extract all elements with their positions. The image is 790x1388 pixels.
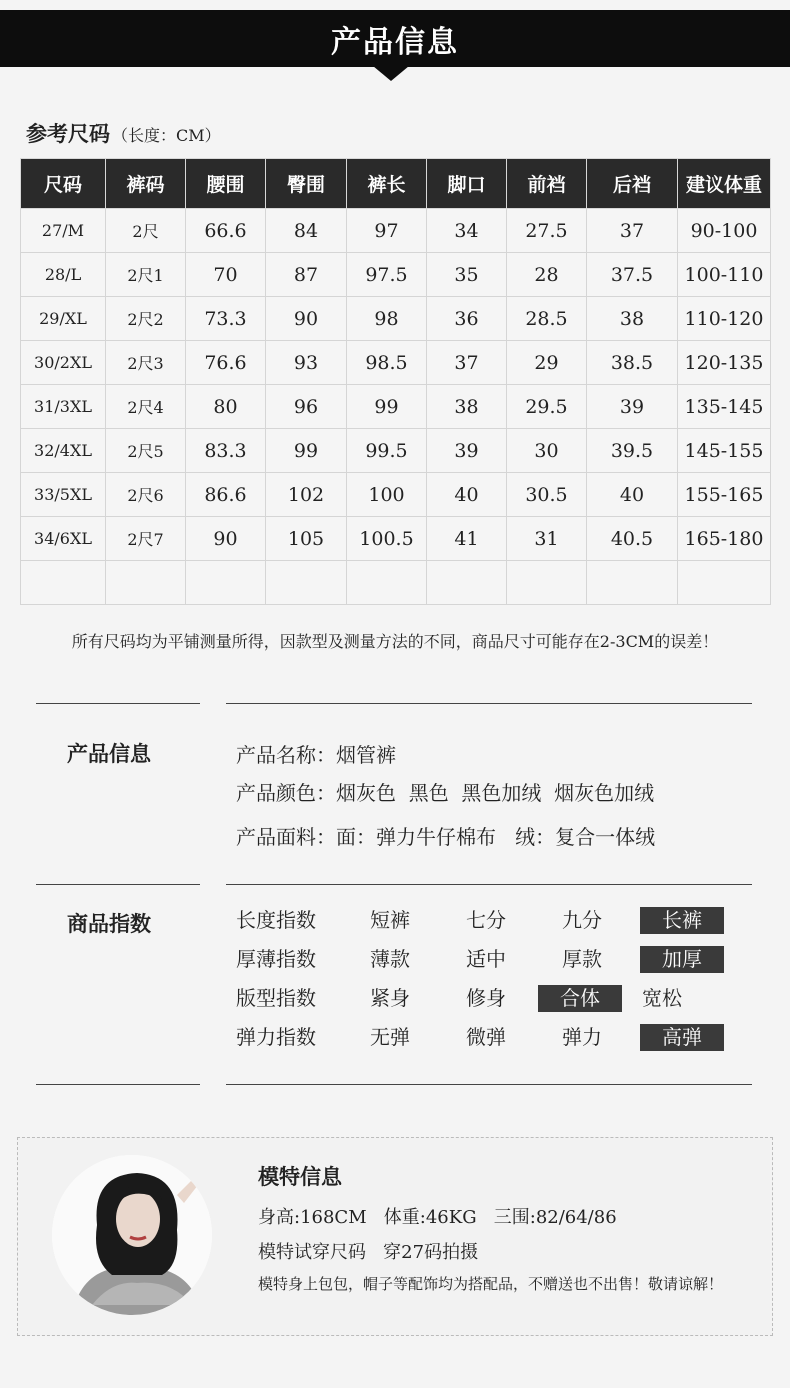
table-cell: 70 — [186, 253, 266, 297]
table-cell: 100.5 — [347, 517, 427, 561]
table-cell: 145-155 — [678, 429, 771, 473]
model-note: 模特身上包包，帽子等配饰均为搭配品，不赠送也不出售！敬请谅解！ — [258, 1275, 724, 1293]
table-cell: 39 — [587, 385, 678, 429]
table-cell: 30 — [507, 429, 587, 473]
table-cell — [427, 561, 507, 605]
table-row — [21, 473, 771, 517]
table-cell: 100 — [347, 473, 427, 517]
index-option: 长裤 — [640, 907, 724, 934]
index-option: 加厚 — [640, 946, 724, 973]
table-cell: 98.5 — [347, 341, 427, 385]
table-row — [21, 429, 771, 473]
table-cell: 36 — [427, 297, 507, 341]
size-table-header-cell: 后裆 — [587, 159, 678, 209]
table-cell: 99.5 — [347, 429, 427, 473]
table-cell: 37.5 — [587, 253, 678, 297]
table-cell: 30/2XL — [21, 341, 106, 385]
index-option: 九分 — [562, 908, 602, 932]
table-cell: 135-145 — [678, 385, 771, 429]
table-cell: 41 — [427, 517, 507, 561]
table-cell — [266, 561, 347, 605]
table-cell: 29.5 — [507, 385, 587, 429]
index-row-label: 版型指数 — [236, 986, 316, 1010]
index-option: 微弹 — [466, 1025, 506, 1049]
table-cell: 105 — [266, 517, 347, 561]
header-notch — [373, 66, 409, 81]
table-cell: 120-135 — [678, 341, 771, 385]
table-cell: 2尺7 — [106, 517, 186, 561]
index-row-label: 长度指数 — [236, 908, 316, 932]
index-option: 短裤 — [370, 908, 410, 932]
size-table-header-cell: 建议体重 — [678, 159, 771, 209]
size-table-body — [21, 209, 771, 605]
table-cell: 40 — [427, 473, 507, 517]
size-section-title: 参考尺码 — [26, 121, 110, 146]
table-row — [21, 253, 771, 297]
table-cell: 28/L — [21, 253, 106, 297]
index-option: 适中 — [466, 947, 506, 971]
divider — [36, 703, 200, 704]
size-table-header-cell: 裤长 — [347, 159, 427, 209]
size-table-header-cell: 腰围 — [186, 159, 266, 209]
table-row — [21, 297, 771, 341]
table-cell: 165-180 — [678, 517, 771, 561]
table-cell: 27.5 — [507, 209, 587, 253]
table-cell: 31 — [507, 517, 587, 561]
table-cell: 29/XL — [21, 297, 106, 341]
model-avatar — [52, 1155, 212, 1315]
product-info-title: 产品信息 — [67, 741, 151, 766]
header-title: 产品信息 — [331, 24, 459, 60]
index-row-label: 厚薄指数 — [236, 947, 316, 971]
measurement-note: 所有尺码均为平铺测量所得，因款型及测量方法的不同，商品尺寸可能存在2-3CM的误差！ — [71, 632, 719, 651]
table-row — [21, 561, 771, 605]
index-option: 高弹 — [640, 1024, 724, 1051]
product-fabric: 产品面料：面：弹力牛仔棉布 绒：复合一体绒 — [236, 825, 656, 849]
table-cell — [186, 561, 266, 605]
table-cell: 28.5 — [507, 297, 587, 341]
divider — [226, 1084, 752, 1085]
table-cell — [507, 561, 587, 605]
size-table-header-cell: 臀围 — [266, 159, 347, 209]
table-cell: 84 — [266, 209, 347, 253]
table-cell: 27/M — [21, 209, 106, 253]
table-cell: 155-165 — [678, 473, 771, 517]
divider — [36, 884, 200, 885]
size-table — [20, 158, 771, 605]
header-bar — [0, 10, 790, 67]
table-cell: 2尺6 — [106, 473, 186, 517]
table-cell: 34/6XL — [21, 517, 106, 561]
table-cell: 40.5 — [587, 517, 678, 561]
size-table-header-cell: 前裆 — [507, 159, 587, 209]
table-cell: 39.5 — [587, 429, 678, 473]
table-cell: 90 — [266, 297, 347, 341]
table-row — [21, 341, 771, 385]
divider — [36, 1084, 200, 1085]
table-cell: 37 — [587, 209, 678, 253]
table-cell: 90 — [186, 517, 266, 561]
table-row — [21, 517, 771, 561]
table-cell: 76.6 — [186, 341, 266, 385]
index-section-title: 商品指数 — [67, 911, 151, 936]
index-option: 合体 — [538, 985, 622, 1012]
table-cell: 30.5 — [507, 473, 587, 517]
size-unit-note: （长度：CM） — [112, 126, 221, 145]
index-option: 薄款 — [370, 947, 410, 971]
table-cell: 2尺1 — [106, 253, 186, 297]
table-cell: 99 — [266, 429, 347, 473]
table-cell: 40 — [587, 473, 678, 517]
table-cell — [21, 561, 106, 605]
table-cell: 33/5XL — [21, 473, 106, 517]
divider — [226, 703, 752, 704]
product-name: 产品名称：烟管裤 — [236, 743, 396, 767]
index-option: 宽松 — [642, 986, 682, 1010]
table-cell: 2尺5 — [106, 429, 186, 473]
table-row — [21, 385, 771, 429]
table-cell: 80 — [186, 385, 266, 429]
index-row-label: 弹力指数 — [236, 1025, 316, 1049]
table-cell: 28 — [507, 253, 587, 297]
table-cell: 99 — [347, 385, 427, 429]
table-cell: 87 — [266, 253, 347, 297]
size-table-header-cell: 脚口 — [427, 159, 507, 209]
table-cell: 83.3 — [186, 429, 266, 473]
table-cell: 102 — [266, 473, 347, 517]
size-table-header-cell: 尺码 — [21, 159, 106, 209]
index-option: 七分 — [466, 908, 506, 932]
size-section-heading — [26, 118, 221, 148]
table-cell: 97.5 — [347, 253, 427, 297]
table-cell: 97 — [347, 209, 427, 253]
divider — [226, 884, 752, 885]
table-cell: 38.5 — [587, 341, 678, 385]
table-cell: 39 — [427, 429, 507, 473]
table-cell: 34 — [427, 209, 507, 253]
table-cell: 86.6 — [186, 473, 266, 517]
table-cell: 66.6 — [186, 209, 266, 253]
table-cell: 35 — [427, 253, 507, 297]
table-cell: 100-110 — [678, 253, 771, 297]
table-cell: 2尺3 — [106, 341, 186, 385]
table-cell: 93 — [266, 341, 347, 385]
table-cell: 2尺2 — [106, 297, 186, 341]
table-cell: 32/4XL — [21, 429, 106, 473]
model-info-title: 模特信息 — [258, 1164, 342, 1189]
table-cell — [106, 561, 186, 605]
table-cell — [347, 561, 427, 605]
table-cell: 96 — [266, 385, 347, 429]
table-cell: 90-100 — [678, 209, 771, 253]
index-option: 无弹 — [370, 1025, 410, 1049]
index-option: 紧身 — [370, 986, 410, 1010]
table-cell: 31/3XL — [21, 385, 106, 429]
table-row — [21, 209, 771, 253]
model-stats: 身高:168CM 体重:46KG 三围:82/64/86 — [258, 1207, 617, 1228]
table-cell: 37 — [427, 341, 507, 385]
table-cell — [587, 561, 678, 605]
index-option: 修身 — [466, 986, 506, 1010]
table-cell: 2尺 — [106, 209, 186, 253]
table-cell: 38 — [427, 385, 507, 429]
product-color: 产品颜色：烟灰色 黑色 黑色加绒 烟灰色加绒 — [236, 781, 655, 805]
index-option: 厚款 — [562, 947, 602, 971]
table-cell: 73.3 — [186, 297, 266, 341]
table-cell: 98 — [347, 297, 427, 341]
table-cell: 110-120 — [678, 297, 771, 341]
size-table-header-row — [21, 159, 771, 209]
table-cell: 2尺4 — [106, 385, 186, 429]
table-cell: 38 — [587, 297, 678, 341]
table-cell — [678, 561, 771, 605]
model-size: 模特试穿尺码 穿27码拍摄 — [258, 1242, 479, 1263]
index-option: 弹力 — [562, 1025, 602, 1049]
size-table-header-cell: 裤码 — [106, 159, 186, 209]
table-cell: 29 — [507, 341, 587, 385]
